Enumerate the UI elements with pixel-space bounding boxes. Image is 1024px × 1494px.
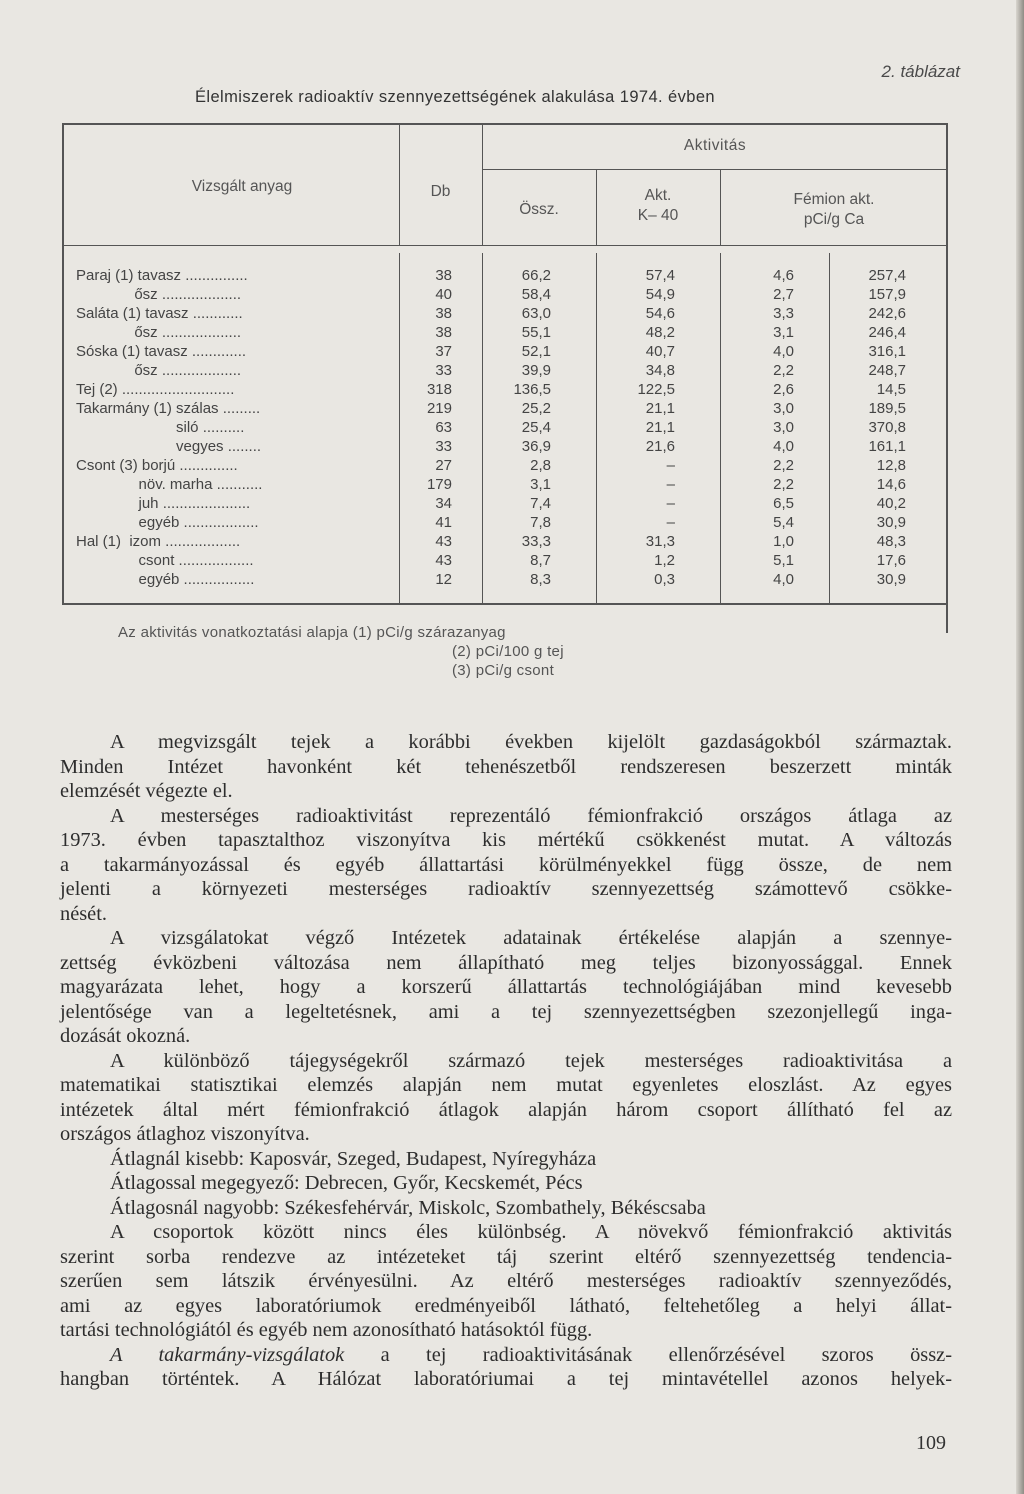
paragraph-line: A megvizsgált tejek a korábbi években kijelölt gazdaságokból származtak.: [110, 731, 952, 753]
paragraph-line: A csoportok között nincs éles különbség. A növekvő fémionfrakció aktivitás: [110, 1221, 952, 1243]
paragraph-line: intézetek által mért fémionfrakció átlagok alapján három csoport állítható fel az: [60, 1098, 952, 1121]
cell-db: 33: [435, 438, 452, 455]
paragraph-line: szerűen sem látszik érvényesülni. Az eltérő mesterséges radioaktív szennyeződés,: [60, 1270, 952, 1292]
header-k40-line2: K– 40: [637, 207, 679, 224]
table-top-border: [62, 123, 948, 125]
cell-k40: 54,6: [645, 305, 675, 322]
cell-db: 27: [435, 457, 452, 474]
paragraph-line-rest: a tej radioaktivitásának ellenőrzésével szoros össz-: [344, 1343, 953, 1366]
table-row: [62, 361, 948, 380]
cell-k40: 57,4: [645, 267, 675, 284]
cell-db: 318: [426, 381, 452, 398]
paragraph-line: szerint sorba rendezve az intézeteket táj szerint eltérő szennyezettség tendencia-: [60, 1245, 952, 1268]
table-row: [62, 380, 948, 399]
cell-db: 37: [435, 343, 452, 360]
cell-k40: 0,3: [654, 571, 675, 588]
paragraph-line: ami az egyes laboratóriumok eredményeiből látható, feltehetőleg a helyi állat-: [60, 1294, 952, 1317]
cell-db: 43: [435, 533, 452, 550]
cell-ca: 157,9: [868, 286, 906, 303]
table-row: [62, 266, 948, 285]
cell-femion: 3,0: [773, 419, 794, 436]
cell-femion: 3,0: [773, 400, 794, 417]
row-label: Tej (2) ...........................: [76, 381, 235, 398]
group-below-average: Átlagnál kisebb: Kaposvár, Szeged, Budapest, Nyíregyháza: [110, 1147, 597, 1170]
cell-k40: 31,3: [645, 533, 675, 550]
cell-ca: 161,1: [868, 438, 906, 455]
note-line-3: (3) pCi/g csont: [452, 662, 555, 679]
paragraph-line: 1973. évben tapasztalthoz viszonyítva kis mértékű csökkenést mutat. A változás: [60, 829, 952, 851]
row-label: Hal (1) izom ..................: [76, 533, 241, 550]
data-table: [62, 123, 948, 605]
page-number: 109: [916, 1432, 946, 1454]
cell-db: 179: [426, 476, 452, 493]
cell-k40: 40,7: [645, 343, 675, 360]
cell-femion: 4,0: [773, 438, 794, 455]
cell-femion: 4,0: [773, 571, 794, 588]
table-bottom-border: [62, 603, 948, 605]
cell-ossz: 58,4: [521, 286, 551, 303]
cell-ca: 12,8: [876, 457, 906, 474]
table-row: [62, 570, 948, 589]
table-row: [62, 513, 948, 532]
row-label: siló ..........: [76, 419, 245, 436]
cell-femion: 4,6: [773, 267, 794, 284]
cell-femion: 2,2: [773, 476, 794, 493]
cell-ossz: 8,7: [530, 552, 551, 569]
table-number: 2. táblázat: [881, 62, 960, 81]
cell-femion: 2,2: [773, 457, 794, 474]
cell-ca: 30,9: [876, 514, 906, 531]
cell-k40: –: [666, 457, 675, 474]
cell-k40: 122,5: [637, 381, 675, 398]
cell-femion: 1,0: [773, 533, 794, 550]
cell-ossz: 25,2: [521, 400, 551, 417]
row-label: Csont (3) borjú ..............: [76, 457, 238, 474]
cell-ca: 48,3: [876, 533, 906, 550]
cell-ca: 316,1: [868, 343, 906, 360]
row-label: juh .....................: [76, 495, 251, 512]
paragraph-line: A mesterséges radioaktivitást reprezentáló fémionfrakció országos átlaga az: [110, 804, 952, 827]
paragraph-line: A vizsgálatokat végző Intézetek adatainak értékelése alapján a szennye-: [110, 927, 952, 949]
table-row: [62, 494, 948, 513]
header-activity: Aktivitás: [683, 137, 747, 154]
cell-k40: –: [666, 514, 675, 531]
paragraph-line: országos átlaghoz viszonyítva.: [60, 1123, 310, 1145]
table-row: [62, 475, 948, 494]
paragraph-line: jelentősége van a legeltetésnek, ami a tej szennyezettségben szezonjellegű inga-: [60, 1000, 952, 1023]
italic-heading: A takarmány-vizsgálatok: [110, 1343, 345, 1366]
cell-ossz: 136,5: [513, 381, 551, 398]
cell-ca: 14,5: [876, 381, 906, 398]
cell-ca: 14,6: [876, 476, 906, 493]
cell-db: 38: [435, 324, 452, 341]
paragraph-line: [60, 1343, 952, 1368]
paragraph-line: magyarázata lehet, hogy a korszerű állattartás technológiájában mind kevesebb: [60, 976, 952, 998]
cell-ossz: 3,1: [530, 476, 551, 493]
cell-ossz: 36,9: [521, 438, 551, 455]
paragraph-line: hangban történtek. A Hálózat laboratóriumai a tej mintavétellel azonos helyek-: [60, 1368, 952, 1390]
cell-ossz: 7,8: [530, 514, 551, 531]
cell-ca: 248,7: [868, 362, 906, 379]
cell-k40: –: [666, 495, 675, 512]
cell-femion: 5,1: [773, 552, 794, 569]
cell-db: 219: [426, 400, 452, 417]
page-edge-shadow: [1016, 0, 1024, 1494]
cell-ca: 17,6: [876, 552, 906, 569]
table-row: [62, 456, 948, 475]
table-row: [62, 418, 948, 437]
row-label: Takarmány (1) szálas .........: [76, 400, 261, 417]
table-title: Élelmiszerek radioaktív szennyezettségének alakulása 1974. évben: [195, 88, 715, 106]
note-line-1: Az aktivitás vonatkoztatási alapja (1) pCi/g szárazanyag: [118, 624, 506, 641]
cell-k40: 34,8: [645, 362, 675, 379]
cell-ossz: 25,4: [521, 419, 551, 436]
paragraph-line: a takarmányozással és egyéb állattartási körülményekkel függ össze, de nem: [60, 853, 952, 876]
cell-db: 38: [435, 305, 452, 322]
cell-k40: 21,6: [645, 438, 675, 455]
cell-femion: 2,2: [773, 362, 794, 379]
cell-k40: 21,1: [645, 419, 675, 436]
row-label: csont ..................: [76, 552, 254, 569]
cell-femion: 3,1: [773, 324, 794, 341]
cell-k40: 48,2: [645, 324, 675, 341]
table-row: [62, 532, 948, 551]
cell-ossz: 63,0: [521, 305, 551, 322]
paragraph-line: elemzését végezte el.: [60, 780, 233, 802]
header-k40-line1: Akt.: [644, 187, 672, 204]
cell-ossz: 66,2: [521, 267, 551, 284]
row-label: Saláta (1) tavasz ............: [76, 305, 243, 322]
table-row: [62, 342, 948, 361]
cell-femion: 5,4: [773, 514, 794, 531]
header-femion-line2: pCi/g Ca: [803, 211, 865, 228]
cell-ossz: 8,3: [530, 571, 551, 588]
table-row: [62, 285, 948, 304]
cell-db: 38: [435, 267, 452, 284]
cell-db: 33: [435, 362, 452, 379]
paragraph-line: matematikai statisztikai elemzés alapján nem mutat egyenletes eloszlást. Az egyes: [60, 1074, 952, 1096]
table-row: [62, 323, 948, 342]
row-label: vegyes ........: [76, 438, 262, 455]
activity-header-divider: [482, 169, 948, 170]
row-label: egyéb ..................: [76, 514, 259, 531]
cell-ca: 189,5: [868, 400, 906, 417]
cell-db: 34: [435, 495, 452, 512]
group-average: Átlagossal megegyező: Debrecen, Győr, Kecskemét, Pécs: [110, 1172, 583, 1194]
body-text: [60, 730, 952, 1392]
paragraph-line: nését.: [60, 902, 107, 925]
header-material: Vizsgált anyag: [191, 178, 293, 195]
table-row: [62, 399, 948, 418]
cell-k40: 21,1: [645, 400, 675, 417]
cell-k40: –: [666, 476, 675, 493]
cell-ca: 30,9: [876, 571, 906, 588]
cell-femion: 2,7: [773, 286, 794, 303]
cell-ossz: 52,1: [521, 343, 551, 360]
cell-k40: 54,9: [645, 286, 675, 303]
cell-femion: 4,0: [773, 343, 794, 360]
paragraph-line: zettség évközbeni változása nem állapítható meg teljes bizonyossággal. Ennek: [60, 951, 952, 974]
table-row: [62, 304, 948, 323]
cell-ca: 242,6: [868, 305, 906, 322]
header-total: Össz.: [519, 201, 559, 218]
paragraph-line: Minden Intézet havonként két tehenészetből rendszeresen beszerzett minták: [60, 755, 952, 778]
header-femion-line1: Fémion akt.: [793, 191, 875, 208]
table-row: [62, 551, 948, 570]
row-label: Paraj (1) tavasz ...............: [76, 267, 248, 284]
paragraph-line: dozását okozná.: [60, 1025, 191, 1047]
row-label: egyéb .................: [76, 571, 255, 588]
cell-ossz: 2,8: [530, 457, 551, 474]
cell-ossz: 39,9: [521, 362, 551, 379]
cell-femion: 6,5: [773, 495, 794, 512]
cell-db: 12: [435, 571, 452, 588]
note-line-2: (2) pCi/100 g tej: [452, 643, 564, 660]
cell-ossz: 7,4: [530, 495, 551, 512]
cell-ca: 246,4: [868, 324, 906, 341]
cell-db: 43: [435, 552, 452, 569]
paragraph-line: jelenti a környezeti mesterséges radioaktív szennyezettség számottevő csökke-: [60, 878, 952, 900]
cell-ossz: 55,1: [521, 324, 551, 341]
cell-femion: 3,3: [773, 305, 794, 322]
row-label: ősz ...................: [76, 286, 242, 303]
cell-db: 40: [435, 286, 452, 303]
table-row: [62, 437, 948, 456]
header-bottom-border: [62, 245, 948, 246]
paragraph-line: tartási technológiától és egyéb nem azonosítható hatásoktól függ.: [60, 1319, 593, 1341]
cell-k40: 1,2: [654, 552, 675, 569]
header-db: Db: [430, 183, 451, 200]
cell-ca: 370,8: [868, 419, 906, 436]
paragraph-line: A különböző tájegységekről származó tejek mesterséges radioaktivitása a: [110, 1049, 952, 1072]
cell-db: 63: [435, 419, 452, 436]
row-label: ősz ...................: [76, 324, 242, 341]
cell-femion: 2,6: [773, 381, 794, 398]
group-above-average: Átlagosnál nagyobb: Székesfehérvár, Miskolc, Szombathely, Békéscsaba: [110, 1196, 706, 1219]
cell-ca: 257,4: [868, 267, 906, 284]
cell-db: 41: [435, 514, 452, 531]
row-label: ősz ...................: [76, 362, 242, 379]
row-label: növ. marha ...........: [76, 476, 263, 493]
cell-ca: 40,2: [876, 495, 906, 512]
cell-ossz: 33,3: [521, 533, 551, 550]
row-label: Sóska (1) tavasz .............: [76, 343, 247, 360]
